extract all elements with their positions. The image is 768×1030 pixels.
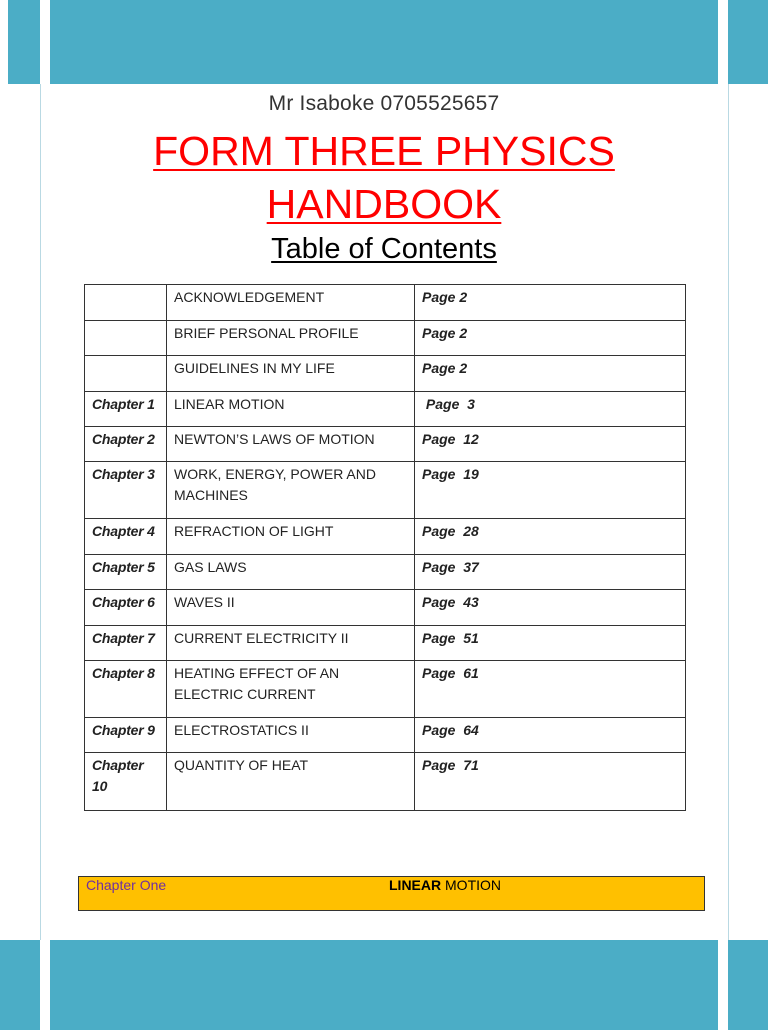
toc-page-cell: Page 43 — [415, 590, 686, 626]
toc-topic-cell: CURRENT ELECTRICITY II — [167, 626, 415, 661]
toc-topic-cell: GAS LAWS — [167, 555, 415, 590]
toc-row — [85, 590, 686, 626]
toc-topic-cell: WAVES II — [167, 590, 415, 626]
toc-chapter-cell: Chapter 3 — [85, 462, 167, 519]
toc-row — [85, 519, 686, 555]
toc-page-cell: Page 28 — [415, 519, 686, 555]
chapter-number-label: Chapter One — [86, 877, 167, 893]
toc-chapter-cell: Chapter 7 — [85, 626, 167, 661]
toc-page-cell: Page 2 — [415, 285, 686, 321]
toc-topic-cell: GUIDELINES IN MY LIFE — [167, 356, 415, 392]
toc-page-cell: Page 3 — [415, 392, 686, 427]
toc-chapter-cell: Chapter 5 — [85, 555, 167, 590]
toc-chapter-cell: Chapter 2 — [85, 427, 167, 462]
toc-row — [85, 462, 686, 519]
toc-chapter-cell: Chapter 9 — [85, 718, 167, 753]
toc-row — [85, 285, 686, 321]
table-of-contents — [84, 284, 686, 811]
banner-bottom-right — [728, 940, 768, 1030]
banner-bottom-left — [0, 940, 40, 1030]
document-title-line2: HANDBOOK — [266, 181, 502, 227]
toc-row — [85, 356, 686, 392]
toc-topic-cell: QUANTITY OF HEAT — [167, 753, 415, 811]
toc-row — [85, 661, 686, 718]
toc-chapter-cell — [85, 321, 167, 356]
toc-topic-cell: ACKNOWLEDGEMENT — [167, 285, 415, 321]
toc-row — [85, 321, 686, 356]
toc-chapter-cell — [85, 285, 167, 321]
banner-top-right — [728, 0, 768, 84]
chapter-title — [389, 877, 501, 893]
toc-row — [85, 753, 686, 811]
toc-page-cell: Page 37 — [415, 555, 686, 590]
toc-topic-cell: HEATING EFFECT OF AN ELECTRIC CURRENT — [167, 661, 415, 718]
toc-page-cell: Page 61 — [415, 661, 686, 718]
toc-topic-cell: ELECTROSTATICS II — [167, 718, 415, 753]
toc-heading: Table of Contents — [271, 233, 497, 265]
toc-row — [85, 626, 686, 661]
document-title-line1: FORM THREE PHYSICS — [153, 128, 615, 174]
toc-chapter-cell: Chapter 8 — [85, 661, 167, 718]
chapter-heading-bar — [78, 876, 705, 911]
toc-topic-cell: REFRACTION OF LIGHT — [167, 519, 415, 555]
toc-topic-cell: WORK, ENERGY, POWER AND MACHINES — [167, 462, 415, 519]
toc-topic-cell: LINEAR MOTION — [167, 392, 415, 427]
toc-chapter-cell: Chapter 10 — [85, 753, 167, 811]
toc-row — [85, 555, 686, 590]
toc-page-cell: Page 51 — [415, 626, 686, 661]
toc-page-cell: Page 2 — [415, 321, 686, 356]
toc-row — [85, 718, 686, 753]
chapter-title-bold: LINEAR — [389, 877, 442, 893]
toc-page-cell: Page 12 — [415, 427, 686, 462]
toc-chapter-cell: Chapter 4 — [85, 519, 167, 555]
toc-page-cell: Page 71 — [415, 753, 686, 811]
chapter-title-rest: MOTION — [441, 877, 502, 893]
toc-chapter-cell — [85, 356, 167, 392]
toc-page-cell: Page 19 — [415, 462, 686, 519]
banner-top-left — [8, 0, 40, 84]
toc-topic-cell: BRIEF PERSONAL PROFILE — [167, 321, 415, 356]
banner-top — [50, 0, 718, 84]
banner-bottom — [50, 940, 718, 1030]
toc-page-cell: Page 2 — [415, 356, 686, 392]
toc-page-cell: Page 64 — [415, 718, 686, 753]
toc-topic-cell: NEWTON’S LAWS OF MOTION — [167, 427, 415, 462]
toc-chapter-cell: Chapter 6 — [85, 590, 167, 626]
toc-row — [85, 392, 686, 427]
toc-row — [85, 427, 686, 462]
author-line: Mr Isaboke 0705525657 — [268, 92, 500, 115]
toc-chapter-cell: Chapter 1 — [85, 392, 167, 427]
